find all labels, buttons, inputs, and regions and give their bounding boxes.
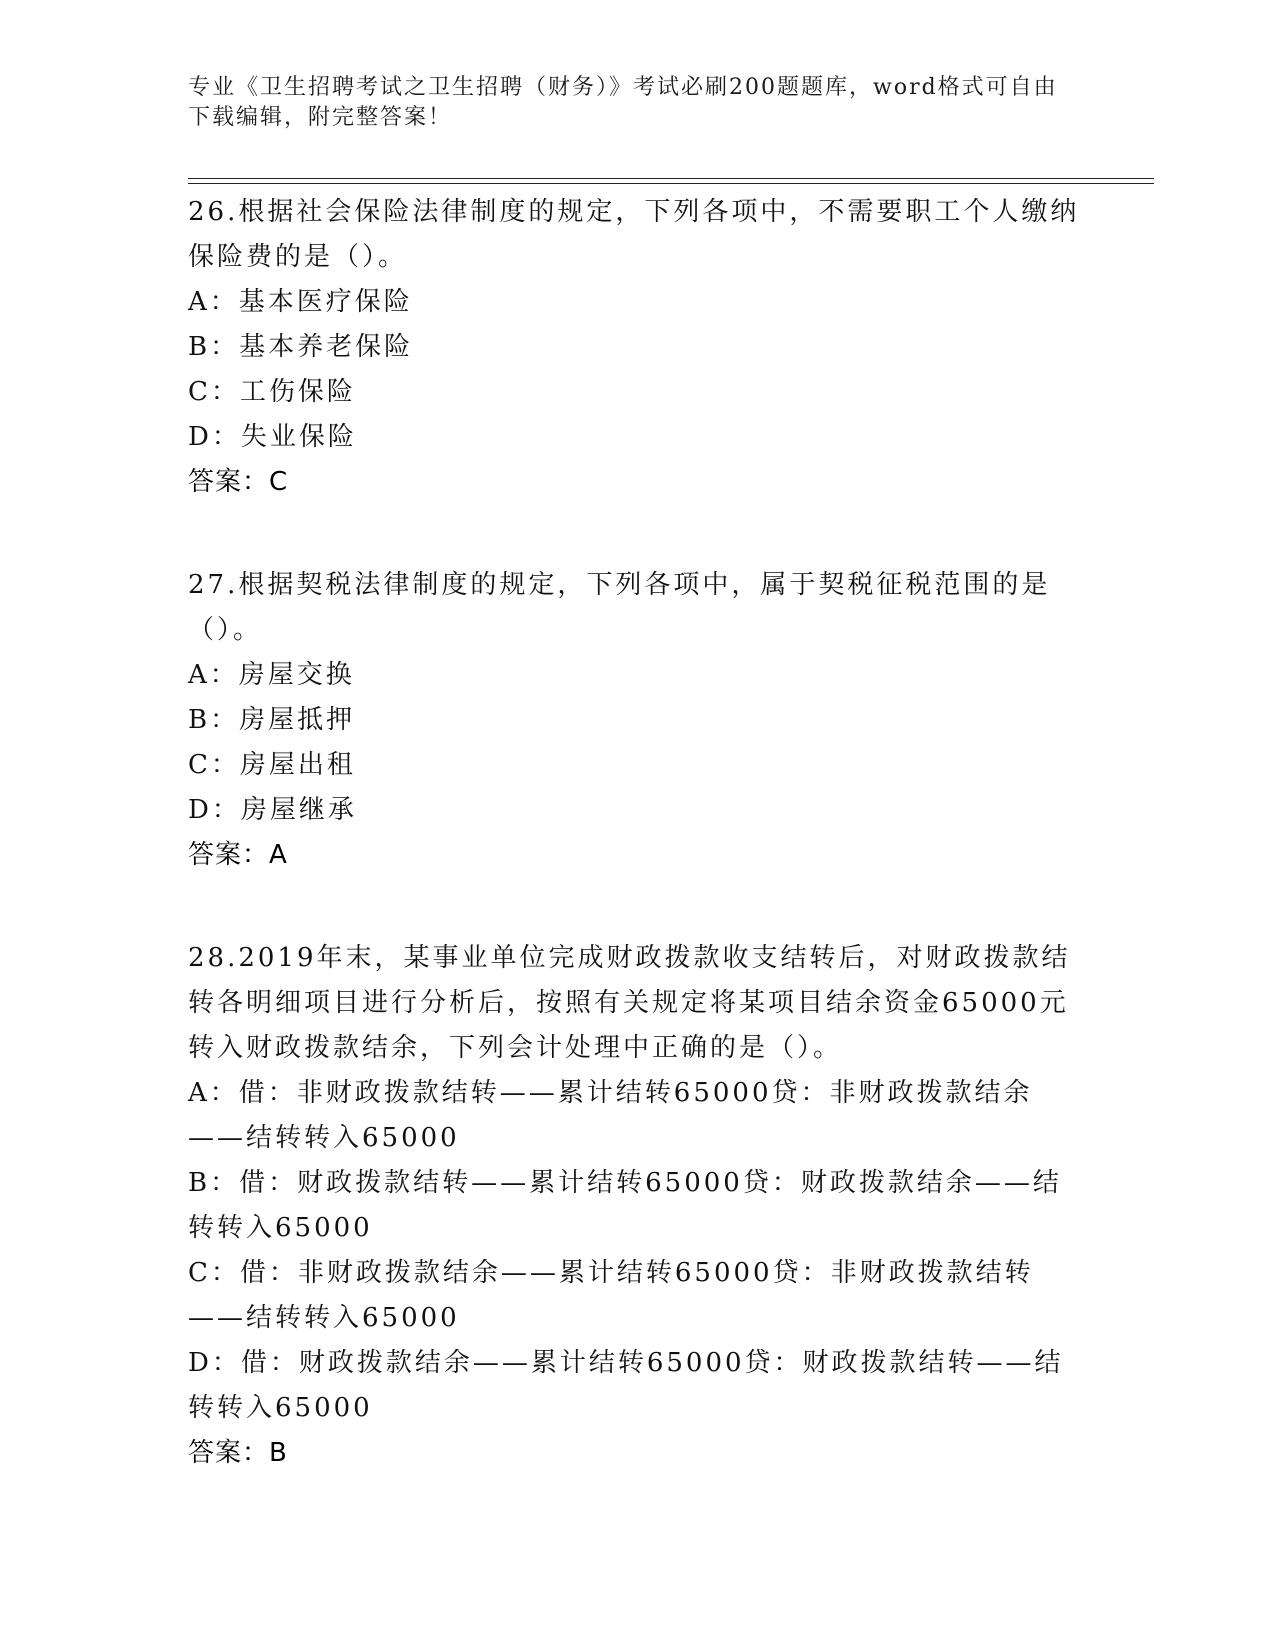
option-b: B：基本养老保险	[188, 332, 414, 362]
option-b: B：借：财政拨款结转——累计结转65000贷：财政拨款结余——结转转入65000	[188, 1168, 1062, 1243]
question-list	[188, 190, 1088, 1534]
question-27	[188, 563, 1088, 878]
option-d: D：借：财政拨款结余——累计结转65000贷：财政拨款结转——结转转入65000	[188, 1348, 1064, 1423]
header-divider	[188, 178, 1154, 184]
option-d: D：失业保险	[188, 422, 357, 452]
question-stem: 27.根据契税法律制度的规定，下列各项中，属于契税征税范围的是（）。	[188, 570, 1051, 645]
option-a: A：房屋交换	[188, 660, 355, 690]
option-a: A：基本医疗保险	[188, 287, 413, 317]
question-stem: 28.2019年末，某事业单位完成财政拨款收支结转后，对财政拨款结转各明细项目进行分析后，按照有关规定将某项目结余资金65000元转入财政拨款结余，下列会计处理中正确的是（）。	[188, 943, 1071, 1063]
document-header: 专业《卫生招聘考试之卫生招聘（财务）》考试必刷200题题库，word格式可自由下载编辑，附完整答案！	[188, 75, 1058, 130]
option-a: A：借：非财政拨款结转——累计结转65000贷：非财政拨款结余——结转转入65000	[188, 1078, 1033, 1153]
answer: 答案：A	[188, 840, 288, 870]
question-stem: 26.根据社会保险法律制度的规定，下列各项中，不需要职工个人缴纳保险费的是（）。	[188, 197, 1080, 272]
option-c: C：工伤保险	[188, 377, 356, 407]
option-c: C：房屋出租	[188, 750, 356, 780]
answer: 答案：C	[188, 467, 289, 497]
question-28	[188, 936, 1088, 1476]
question-26	[188, 190, 1088, 505]
answer: 答案：B	[188, 1438, 288, 1468]
option-d: D：房屋继承	[188, 795, 357, 825]
option-b: B：房屋抵押	[188, 705, 356, 735]
option-c: C：借：非财政拨款结余——累计结转65000贷：非财政拨款结转——结转转入65000	[188, 1258, 1034, 1333]
